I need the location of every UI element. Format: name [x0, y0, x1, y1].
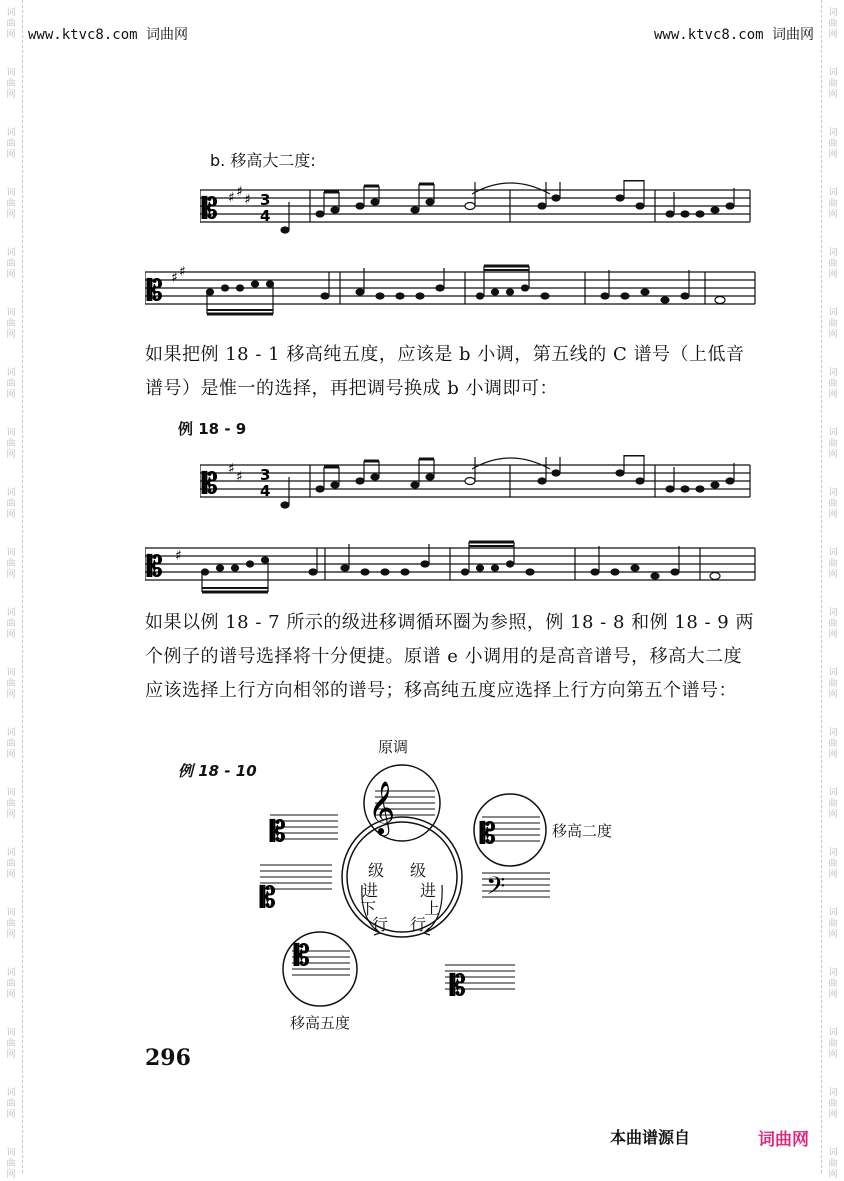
inner-left-mid: 进: [362, 881, 379, 900]
watermark-text: 词 曲 网: [6, 368, 16, 400]
treble-clef-icon: 𝄞: [368, 780, 396, 834]
watermark-text: 词 曲 网: [6, 548, 16, 580]
watermark-text: 词 曲 网: [6, 128, 16, 160]
original-key-label: 原调: [378, 738, 409, 756]
watermark-text: 词 曲 网: [828, 488, 838, 520]
watermark-text: 词 曲 网: [828, 188, 838, 220]
watermark-text: 词 曲 网: [828, 308, 838, 340]
paragraph-transpose-fifth: 如果把例 18 - 1 移高纯五度，应该是 b 小调，第五线的 C 谱号（上低音谱号）是惟一的选择，再把调号换成 b 小调即可：: [145, 344, 745, 399]
watermark-text: 词 曲 网: [828, 1148, 838, 1180]
footer-source-label: 本曲谱源自: [610, 1128, 691, 1147]
watermark-text: 词 曲 网: [828, 848, 838, 880]
header-url-right[interactable]: www.ktvc8.com 词曲网: [653, 27, 814, 43]
page-number: 296: [145, 1045, 191, 1071]
watermark-text: 词 曲 网: [6, 848, 16, 880]
paragraph-circle-reference: 如果以例 18 - 7 所示的级进移调循环圈为参照，例 18 - 8 和例 18 - 9 两个例子的谱号选择将十分便捷。原谱 e 小调用的是高音谱号，移高大二度应该选择上行方向相邻的谱号；移高纯五度应选择上行方向第五个谱号：: [145, 612, 754, 701]
watermark-text: 词 曲 网: [828, 968, 838, 1000]
watermark-text: 词 曲 网: [828, 128, 838, 160]
time-signature-bottom: 4: [260, 207, 271, 225]
c-clef-icon: 𝄡: [202, 192, 218, 225]
watermark-text: 词 曲 网: [6, 1088, 16, 1120]
watermark-text: 词 曲 网: [6, 908, 16, 940]
section-b-heading: b. 移高大二度:: [210, 151, 316, 170]
c-clef-icon: 𝄡: [270, 815, 286, 848]
time-signature-top: 3: [260, 466, 271, 484]
example-18-9-label: 例 18 - 9: [178, 420, 247, 438]
inner-right-bot1: 上: [424, 899, 441, 918]
watermark-text: 词 曲 网: [6, 308, 16, 340]
sharp-icon: ♯: [236, 469, 243, 485]
watermark-text: 词 曲 网: [6, 248, 16, 280]
watermark-text: 词 曲 网: [828, 8, 838, 40]
watermark-text: 词 曲 网: [828, 548, 838, 580]
watermark-text: 词 曲 网: [828, 248, 838, 280]
watermark-text: 词 曲 网: [6, 68, 16, 100]
c-clef-icon: 𝄡: [147, 550, 163, 583]
c-clef-icon: 𝄡: [260, 881, 276, 914]
sharp-icon: ♯: [175, 548, 182, 564]
sharp-icon: ♯: [236, 184, 243, 200]
watermark-text: 词 曲 网: [828, 1028, 838, 1060]
watermark-text: 词 曲 网: [6, 488, 16, 520]
sharp-icon: ♯: [228, 190, 235, 206]
watermark-text: 词 曲 网: [6, 968, 16, 1000]
watermark-text: 词 曲 网: [6, 1028, 16, 1060]
c-clef-icon: 𝄡: [294, 939, 310, 972]
footer-site-logo[interactable]: 词曲网: [758, 1130, 809, 1150]
watermark-text: 词 曲 网: [6, 188, 16, 220]
watermark-text: 词 曲 网: [6, 668, 16, 700]
watermark-text: 词 曲 网: [828, 428, 838, 460]
inner-right-top: 级: [410, 861, 427, 880]
music-staff-18-9-line1: [200, 455, 760, 515]
inner-right-bot2: 行: [410, 915, 427, 934]
c-clef-icon: 𝄡: [480, 817, 496, 850]
watermark-text: 词 曲 网: [828, 1088, 838, 1120]
music-staff-18-9-line2: [145, 538, 760, 598]
up-second-label: 移高二度: [552, 822, 613, 840]
c-clef-icon: 𝄡: [147, 274, 163, 307]
c-clef-icon: 𝄡: [450, 969, 466, 1002]
up-fifth-label: 移高五度: [290, 1014, 351, 1032]
watermark-text: 词 曲 网: [828, 668, 838, 700]
sharp-icon: ♯: [171, 270, 178, 286]
watermark-text: 词 曲 网: [828, 608, 838, 640]
circle-center-outer: [342, 817, 462, 937]
sharp-icon: ♯: [228, 461, 235, 477]
watermark-text: 词 曲 网: [828, 68, 838, 100]
bass-clef-icon: 𝄢: [486, 872, 506, 907]
sharp-icon: ♯: [179, 264, 186, 280]
inner-left-bot1: 下: [360, 899, 377, 918]
c-clef-icon: 𝄡: [202, 467, 218, 500]
inner-left-top: 级: [368, 861, 385, 880]
watermark-text: 词 曲 网: [6, 608, 16, 640]
watermark-text: 词 曲 网: [6, 8, 16, 40]
watermark-text: 词 曲 网: [6, 728, 16, 760]
watermark-text: 词 曲 网: [6, 788, 16, 820]
watermark-text: 词 曲 网: [828, 908, 838, 940]
watermark-text: 词 曲 网: [828, 788, 838, 820]
music-staff-b-line1: [200, 180, 760, 240]
watermark-text: 词 曲 网: [828, 728, 838, 760]
example-18-10-label: 例 18 - 10: [178, 762, 257, 780]
inner-left-bot2: 行: [372, 915, 389, 934]
time-signature-top: 3: [260, 191, 271, 209]
time-signature-bottom: 4: [260, 482, 271, 500]
music-staff-b-line2: [145, 262, 760, 322]
watermark-text: 词 曲 网: [6, 1148, 16, 1180]
header-url-left[interactable]: www.ktvc8.com 词曲网: [28, 27, 189, 43]
sharp-icon: ♯: [244, 192, 251, 208]
watermark-text: 词 曲 网: [6, 428, 16, 460]
inner-right-mid: 进: [420, 881, 437, 900]
watermark-text: 词 曲 网: [828, 368, 838, 400]
